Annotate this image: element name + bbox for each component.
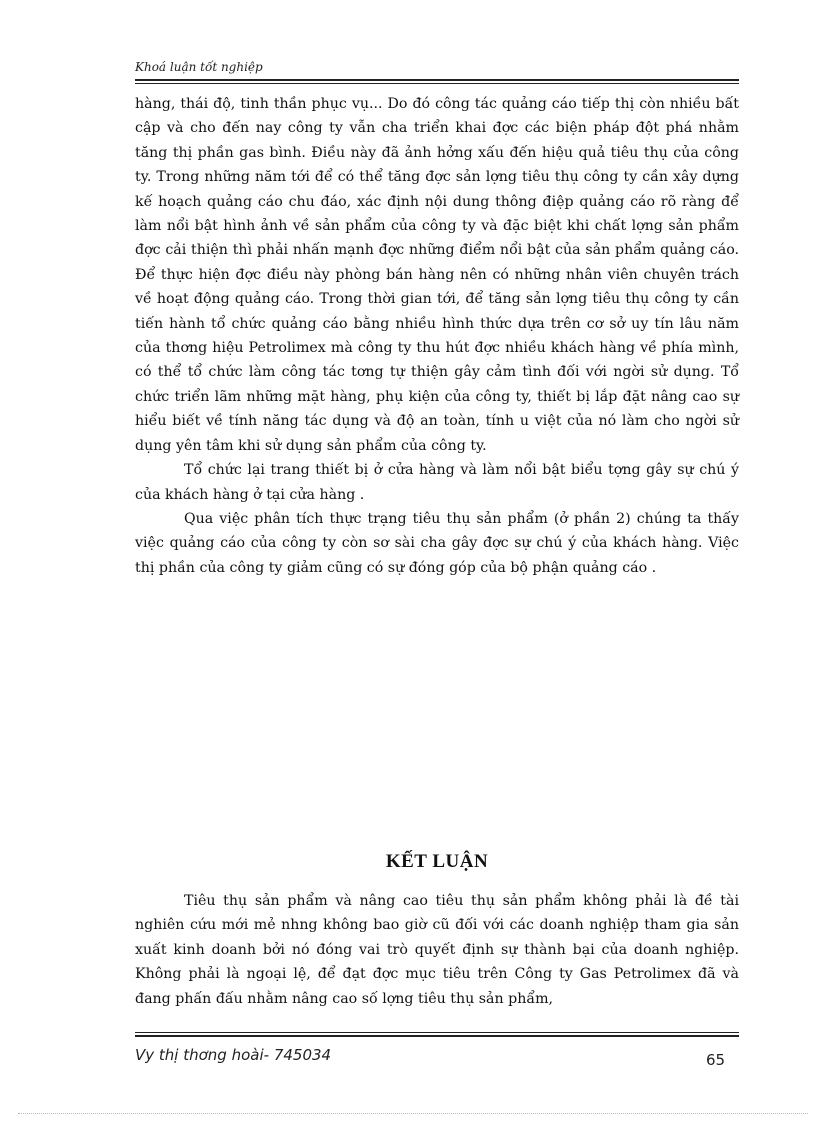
header-rule-bottom bbox=[135, 83, 739, 84]
body-paragraph: hàng, thái độ, tinh thần phục vụ... Do đó công tác quảng cáo tiếp thị còn nhiều bất cập và cho đến nay công ty vẫn cha triển khai đợc các biện pháp đột phá nhằm tăng thị phần gas bình. Điều này đã ảnh hởng xấu đến hiệu quả tiêu thụ của công ty. Trong những năm tới để có thể tăng đợc sản lợng tiêu thụ công ty cần xây dựng kế hoạch quảng cáo chu đáo, xác định nội dung thông điệp quảng cáo rõ ràng để làm nổi bật hình ảnh về sản phẩm của công ty và đặc biệt khi chất lợng sản phẩm đợc cải thiện thì phải nhấn mạnh đợc những điểm nổi bật của sản phẩm quảng cáo. Để thực hiện đợc điều này phòng bán hàng nên có những nhân viên chuyên trách về hoạt động quảng cáo. Trong thời gian tới, để tăng sản lợng tiêu thụ công ty cần tiến hành tổ chức quảng cáo bằng nhiều hình thức dựa trên cơ sở uy tín lâu năm của thơng hiệu Petrolimex mà công ty thu hút đợc nhiều khách hàng về phía mình, có thể tổ chức làm công tác tơng tự thiện gây cảm tình đối với ngời sử dụng. Tổ chức triển lãm những mặt hàng, phụ kiện của công ty, thiết bị lắp đặt nâng cao sự hiểu biết về tính năng tác dụng và độ an toàn, tính u việt của nó làm cho ngời sử dụng yên tâm khi sử dụng sản phẩm của công ty. bbox=[135, 96, 739, 454]
footer-author: Vy thị thơng hoài- 745034 bbox=[135, 1046, 332, 1064]
body-paragraph: Qua việc phân tích thực trạng tiêu thụ sản phẩm (ở phần 2) chúng ta thấy việc quảng cáo của công ty còn sơ sài cha gây đợc sự chú ý của khách hàng. Việc thị phần của công ty giảm cũng có sự đóng góp của bộ phận quảng cáo . bbox=[135, 510, 739, 576]
footer-rule-top bbox=[135, 1032, 739, 1033]
body-paragraph: Tổ chức lại trang thiết bị ở cửa hàng và làm nổi bật biểu tợng gây sự chú ý của khách hàng ở tại cửa hàng . bbox=[135, 462, 739, 503]
conclusion-heading: KẾT LUẬN bbox=[385, 851, 489, 872]
page-number: 65 bbox=[706, 1051, 726, 1069]
header-rule-top bbox=[135, 79, 739, 81]
header-title: Khoá luận tốt nghiệp bbox=[135, 60, 263, 74]
conclusion-paragraph: Tiêu thụ sản phẩm và nâng cao tiêu thụ sản phẩm không phải là đề tài nghiên cứu mới mẻ nhng không bao giờ cũ đối với các doanh nghiệp tham gia sản xuất kinh doanh bởi nó đóng vai trò quyết định sự thành bại của doanh nghiệp. Không phải là ngoại lệ, để đạt đợc mục tiêu trên Công ty Gas Petrolimex đã và đang phấn đấu nhằm nâng cao số lợng tiêu thụ sản phẩm, bbox=[135, 893, 739, 1007]
page-edge-dotted-line bbox=[18, 1113, 808, 1114]
body-text bbox=[135, 92, 739, 580]
footer-rule-bottom bbox=[135, 1035, 739, 1037]
conclusion-text bbox=[135, 889, 739, 1011]
